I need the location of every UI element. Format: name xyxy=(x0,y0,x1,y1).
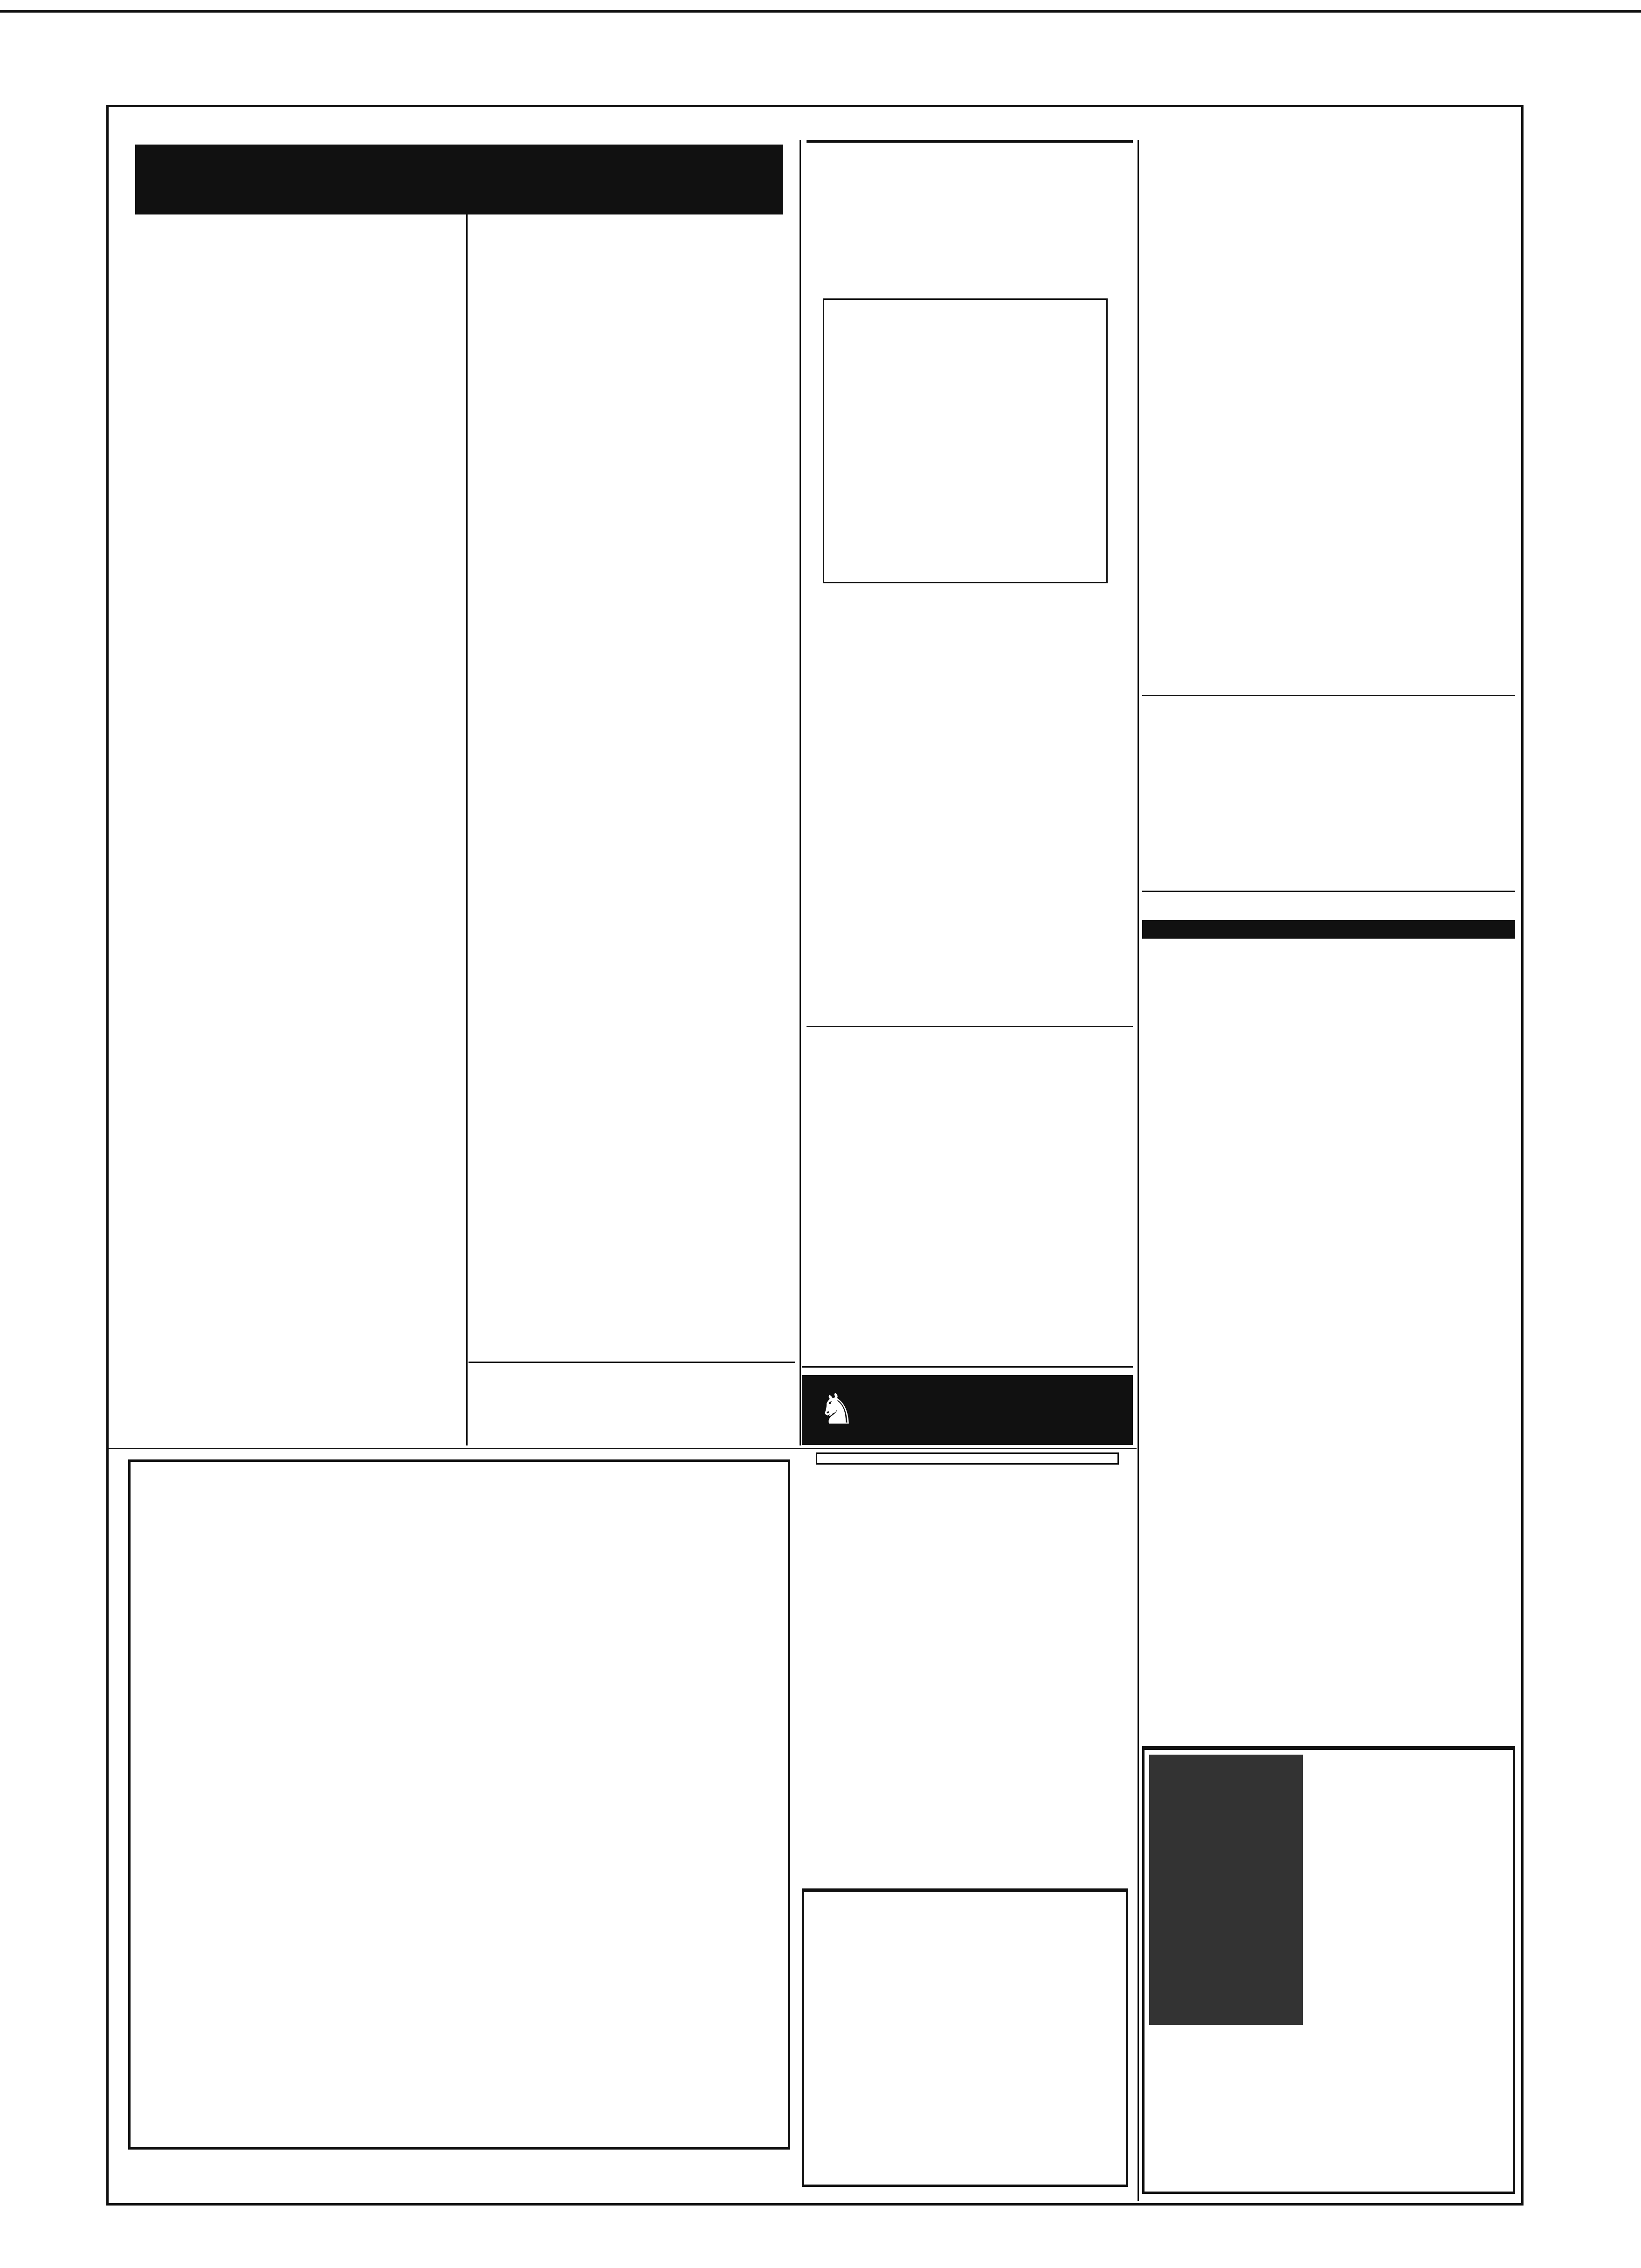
monumental-ad xyxy=(1142,1746,1515,2194)
figueira-article xyxy=(1142,140,1515,690)
amigos-article xyxy=(807,1026,1133,1363)
engenheiros-article xyxy=(1142,695,1515,892)
vilafranca-logo xyxy=(1142,920,1515,939)
crossword-grid xyxy=(823,298,1108,583)
column-rule xyxy=(466,214,468,1445)
coliseu-ad xyxy=(128,1459,790,2150)
crossword-title xyxy=(807,140,1133,143)
pensao-ad xyxy=(469,1362,795,1447)
shield-icon: ♞ xyxy=(802,1375,872,1445)
feira-radio xyxy=(816,1452,1119,1465)
vilafranca-ad xyxy=(1142,891,1515,1741)
variedades-title xyxy=(804,1891,1126,1892)
feira-ad xyxy=(802,1366,1133,1867)
variedades-ad xyxy=(802,1888,1128,2187)
top-rule xyxy=(0,10,1641,13)
teatros-column-2 xyxy=(471,214,797,1436)
column-rule xyxy=(800,140,801,1445)
actress-photo xyxy=(1149,1755,1303,2025)
crossword-column xyxy=(807,140,1133,1058)
teatros-banner xyxy=(135,145,783,214)
vilafranca-spacer xyxy=(1142,892,1515,920)
column-rule xyxy=(1138,140,1139,2201)
teatros-column-1 xyxy=(135,219,462,1450)
